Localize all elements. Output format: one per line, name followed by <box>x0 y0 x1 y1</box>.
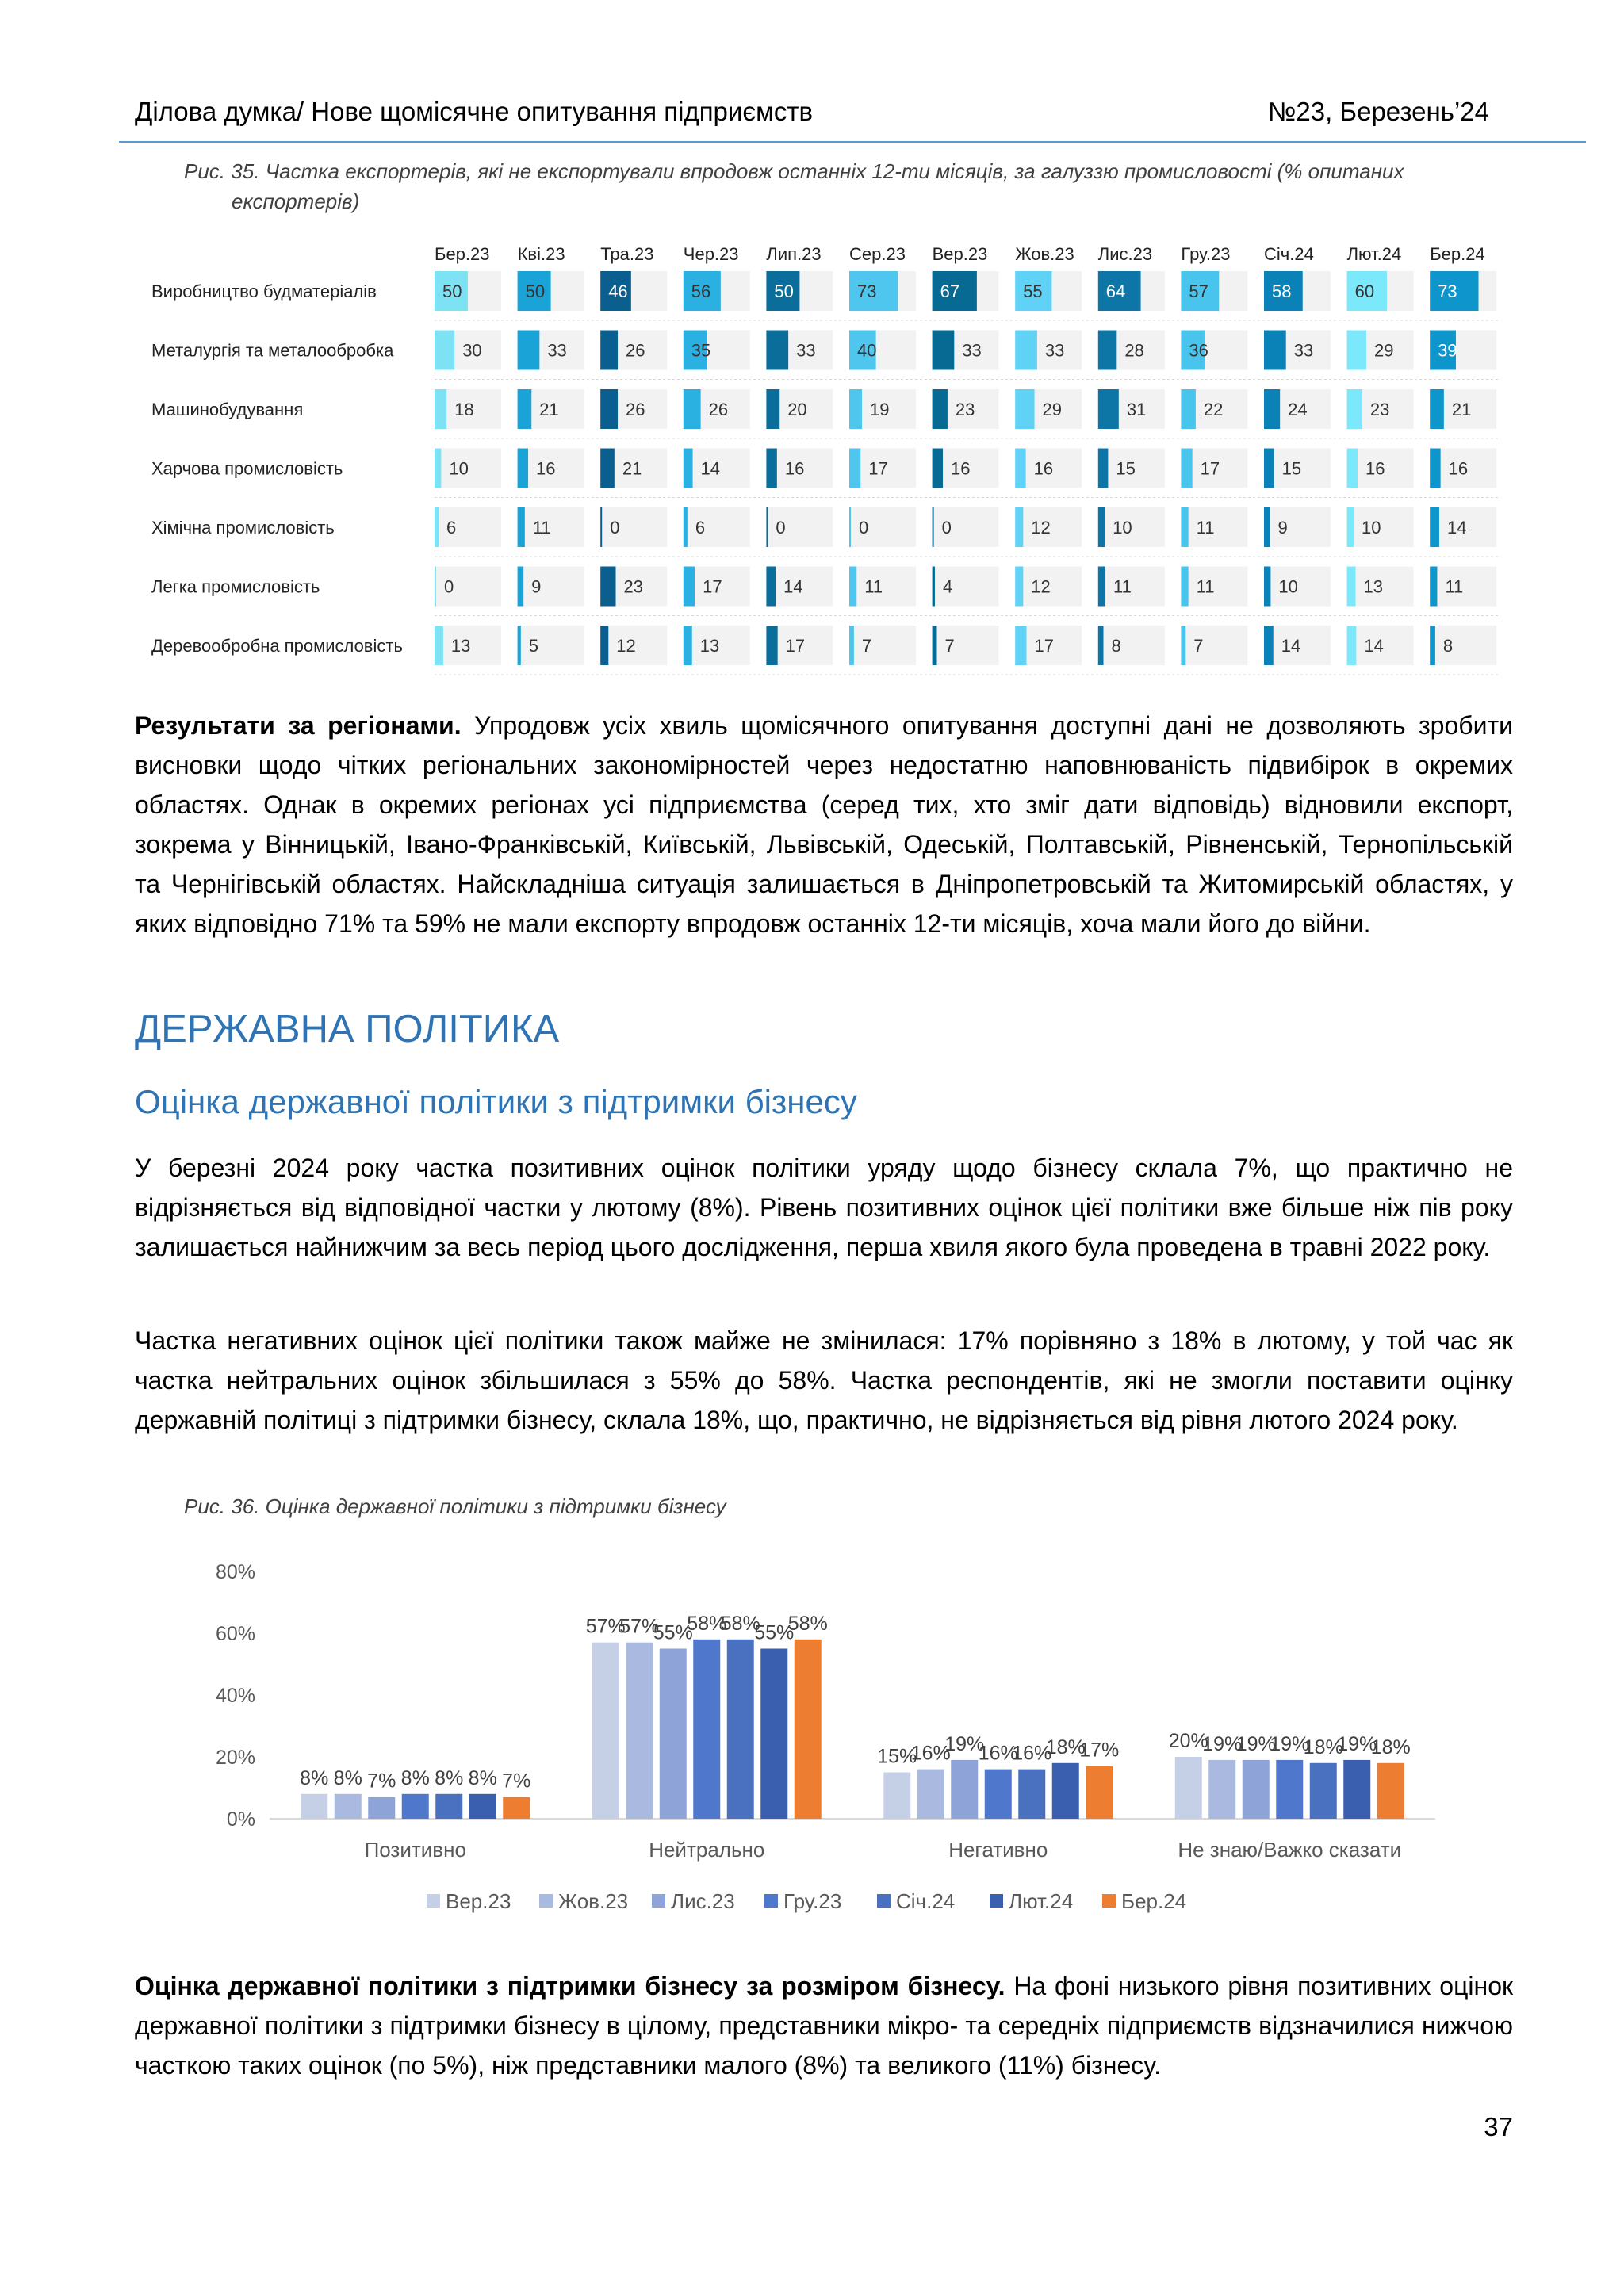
size-paragraph-lead: Оцінка державної політики з підтримки бізнесу за розміром бізнесу. <box>135 1972 1005 2000</box>
fig35-cell-value: 23 <box>623 576 644 597</box>
fig36-legend-swatch <box>652 1894 665 1908</box>
fig36-legend-label: Лют.24 <box>1009 1889 1074 1913</box>
fig35-cell-bar <box>1015 449 1025 488</box>
header-issue: №23, Березень’24 <box>1267 97 1489 126</box>
fig35-cell-value: 17 <box>785 636 806 656</box>
fig36-bar <box>951 1760 978 1819</box>
fig35-cell-value: 16 <box>784 458 805 479</box>
fig36-legend-swatch <box>539 1894 553 1908</box>
fig35-cell-bar <box>600 507 602 547</box>
fig36-data-label: 7% <box>502 1770 531 1793</box>
fig35-cell-value: 24 <box>1288 400 1308 419</box>
fig36-data-label: 57% <box>619 1615 660 1638</box>
fig35-cell-bg <box>1264 507 1331 547</box>
fig36-bar <box>917 1770 944 1819</box>
fig36-data-label: 8% <box>300 1766 329 1789</box>
fig36-category-label: Нейтрально <box>649 1838 765 1862</box>
fig36-bar <box>760 1649 787 1820</box>
fig35-cell-value: 9 <box>531 576 542 597</box>
fig36-legend-label: Жов.23 <box>558 1889 629 1913</box>
figure36-caption: Рис. 36. Оцінка державної політики з підтримки бізнесу <box>184 1494 726 1518</box>
fig35-cell-value: 55 <box>1023 281 1043 301</box>
fig35-cell-value: 13 <box>450 636 471 656</box>
fig35-cell-value: 7 <box>1193 636 1204 656</box>
fig35-cell-value: 13 <box>1363 576 1384 597</box>
fig35-cell-value: 0 <box>859 518 869 538</box>
fig35-col-header: Гру.23 <box>1181 244 1231 264</box>
fig35-cell-value: 33 <box>1293 340 1314 361</box>
header-divider <box>119 141 1586 143</box>
fig35-cell-bar <box>1430 507 1439 547</box>
fig36-data-label: 18% <box>1303 1735 1343 1758</box>
fig35-cell-value: 7 <box>861 636 872 656</box>
fig36-bar <box>1377 1763 1404 1819</box>
fig36-bar <box>1243 1760 1270 1819</box>
fig35-cell-bar <box>1347 331 1366 370</box>
fig35-cell-bar <box>933 507 934 547</box>
fig35-col-header: Вер.23 <box>932 244 988 264</box>
fig35-cell-bar <box>1430 626 1435 665</box>
fig35-cell-bar <box>518 626 521 665</box>
fig36-legend-label: Лис.23 <box>671 1889 735 1913</box>
fig35-row-label: Металургія та металообробка <box>151 340 394 361</box>
fig35-cell-value: 30 <box>462 340 482 361</box>
fig36-data-label: 19% <box>944 1732 985 1755</box>
fig35-cell-bar <box>600 567 615 607</box>
figure35-heatbar-table <box>0 230 1624 682</box>
fig35-cell-value: 64 <box>1105 281 1126 301</box>
fig36-data-label: 8% <box>435 1766 464 1789</box>
fig35-cell-value: 57 <box>1189 281 1208 301</box>
regions-paragraph <box>135 706 1513 943</box>
fig35-cell-value: 12 <box>1031 518 1051 538</box>
fig36-data-label: 8% <box>468 1766 497 1789</box>
size-paragraph-text: На фоні низького рівня позитивних оцінок державної політики з підтримки бізнесу в цілому, представники мікро- та середніх підприємств відзначилися нижчою часткою таких оцінок (по 5%), ніж представники малого (8%) та великого (11%) бізнесу. <box>135 1972 1514 2080</box>
fig35-cell-bar <box>684 567 695 607</box>
fig35-cell-value: 17 <box>1034 636 1054 656</box>
fig35-col-header: Тра.23 <box>600 244 654 264</box>
fig35-cell-value: 26 <box>708 400 729 419</box>
fig35-cell-bar <box>849 507 851 547</box>
fig35-cell-value: 73 <box>857 281 877 301</box>
fig36-ytick-label: 80% <box>215 1561 255 1583</box>
fig36-data-label: 20% <box>1168 1730 1208 1752</box>
fig36-data-label: 19% <box>1235 1732 1276 1755</box>
fig36-bar <box>503 1797 530 1819</box>
fig36-legend-label: Січ.24 <box>896 1889 956 1913</box>
fig35-cell-bar <box>849 389 862 429</box>
fig35-cell-bar <box>435 507 439 547</box>
fig35-cell-bar <box>435 449 441 488</box>
fig36-data-label: 55% <box>653 1621 693 1644</box>
fig36-data-label: 7% <box>367 1770 396 1793</box>
fig35-col-header: Бер.23 <box>435 244 490 264</box>
fig35-cell-value: 15 <box>1281 458 1302 479</box>
fig35-cell-bar <box>933 331 955 370</box>
fig36-bar <box>1208 1760 1235 1819</box>
fig35-cell-value: 16 <box>536 458 556 479</box>
fig35-cell-value: 11 <box>532 518 551 538</box>
fig35-col-header: Жов.23 <box>1015 244 1074 264</box>
fig36-bar <box>335 1794 362 1819</box>
fig36-bar <box>1343 1760 1370 1819</box>
fig36-data-label: 16% <box>910 1742 951 1765</box>
fig36-bar <box>660 1649 687 1820</box>
fig35-cell-bar <box>600 331 618 370</box>
fig35-cell-value: 35 <box>691 340 711 361</box>
fig35-cell-value: 60 <box>1354 281 1375 301</box>
fig36-ytick-label: 40% <box>215 1685 255 1707</box>
fig35-cell-bar <box>518 567 524 607</box>
fig36-bar <box>1310 1763 1337 1819</box>
fig35-cell-value: 13 <box>699 636 720 656</box>
fig35-cell-bar <box>1181 567 1188 607</box>
fig35-cell-value: 11 <box>864 576 883 597</box>
fig35-cell-value: 33 <box>1044 340 1065 361</box>
fig35-col-header: Кві.23 <box>517 244 565 264</box>
fig35-col-header: Лис.23 <box>1097 244 1153 264</box>
fig35-cell-value: 26 <box>626 340 645 361</box>
page-number: 37 <box>1484 2112 1513 2141</box>
fig35-cell-value: 12 <box>1031 576 1051 597</box>
fig35-cell-value: 36 <box>1189 340 1208 361</box>
fig36-data-label: 19% <box>1270 1732 1310 1755</box>
fig35-cell-bar <box>1264 449 1274 488</box>
fig36-bar <box>402 1794 429 1819</box>
fig35-cell-value: 20 <box>787 400 807 419</box>
fig36-data-label: 16% <box>978 1742 1018 1765</box>
fig36-bar <box>1018 1770 1045 1819</box>
fig36-data-label: 58% <box>687 1612 727 1635</box>
fig36-legend-swatch <box>990 1894 1003 1908</box>
fig35-row-label: Легка промисловість <box>151 576 320 597</box>
fig35-row-label: Виробництво будматеріалів <box>151 281 377 301</box>
fig36-data-label: 17% <box>1079 1739 1120 1762</box>
fig35-cell-bar <box>1347 626 1357 665</box>
fig36-category-label: Негативно <box>948 1838 1048 1862</box>
fig36-data-label: 8% <box>400 1766 430 1789</box>
fig35-cell-value: 50 <box>774 281 794 301</box>
fig35-cell-bar <box>849 626 854 665</box>
figure36-bar-chart <box>0 1554 1624 1927</box>
fig35-cell-value: 17 <box>868 458 888 479</box>
fig35-cell-value: 8 <box>1111 636 1121 656</box>
fig35-cell-value: 46 <box>608 281 628 301</box>
fig35-cell-bar <box>684 507 688 547</box>
fig36-data-label: 55% <box>754 1621 795 1644</box>
fig35-cell-bar <box>518 449 528 488</box>
fig36-legend-label: Бер.24 <box>1121 1889 1187 1913</box>
section-title: ДЕРЖАВНА ПОЛІТИКА <box>135 1008 560 1050</box>
fig35-cell-bg <box>849 626 916 665</box>
fig35-cell-bar <box>1098 449 1109 488</box>
fig35-cell-bg <box>1098 626 1165 665</box>
fig36-legend-swatch <box>427 1894 440 1908</box>
fig35-cell-bg <box>518 567 584 607</box>
fig35-cell-bar <box>1347 567 1356 607</box>
fig35-col-header: Січ.24 <box>1264 244 1314 264</box>
regions-paragraph-text: Упродовж усіх хвиль щомісячного опитування доступні дані не дозволяють зробити висновки щодо чітких регіональних закономірностей через недостатню наповнюваність підвибірок в окремих областях. Однак в окремих регіонах усі підприємства (серед тих, хто зміг дати відповідь) відновили експорт, зокрема у Вінницькій, Івано-Франківській, Київській, Львівській, Одеській, Полтавській, Рівненській, Тернопільській та Чернігівській областях. Найскладніша ситуація залишається в Дніпропетровській та Житомирській областях, у яких відповідно 71% та 59% не мали експорту впродовж останніх 12-ти місяців, хоча мали його до війни. <box>135 711 1514 938</box>
header-title: Ділова думка/ Нове щомісячне опитування підприємств <box>135 97 814 126</box>
fig35-cell-bar <box>1015 626 1026 665</box>
fig35-cell-bar <box>684 449 693 488</box>
fig35-cell-value: 5 <box>528 636 539 656</box>
fig35-cell-value: 23 <box>1369 400 1390 419</box>
fig35-cell-bar <box>435 389 446 429</box>
fig35-cell-value: 7 <box>944 636 955 656</box>
fig35-cell-bar <box>518 389 532 429</box>
fig35-cell-bar <box>1430 449 1440 488</box>
fig35-cell-value: 14 <box>700 458 721 479</box>
fig35-cell-bg <box>684 507 750 547</box>
fig35-cell-bar <box>1347 507 1354 547</box>
fig36-data-label: 16% <box>1012 1742 1052 1765</box>
size-paragraph <box>135 1966 1513 2085</box>
regions-paragraph-lead: Результати за регіонами. <box>135 711 462 740</box>
fig35-cell-bar <box>1264 567 1270 607</box>
fig35-cell-bar <box>933 567 935 607</box>
fig35-cell-bg <box>1181 626 1247 665</box>
fig35-cell-bar <box>1264 626 1274 665</box>
fig36-data-label: 19% <box>1337 1732 1377 1755</box>
fig35-cell-bar <box>766 389 779 429</box>
fig36-data-label: 58% <box>720 1612 760 1635</box>
fig36-bar <box>368 1797 395 1819</box>
fig35-cell-value: 12 <box>616 636 636 656</box>
fig35-cell-value: 10 <box>1278 576 1298 597</box>
fig36-legend-swatch <box>1102 1894 1116 1908</box>
fig35-cell-value: 11 <box>1196 518 1215 538</box>
fig35-cell-value: 6 <box>695 518 706 538</box>
fig35-cell-bar <box>1015 331 1037 370</box>
fig35-cell-value: 16 <box>951 458 971 479</box>
fig36-bar <box>883 1773 910 1820</box>
fig35-cell-value: 21 <box>1451 400 1472 419</box>
fig35-cell-bar <box>1098 626 1104 665</box>
fig36-ytick-label: 60% <box>215 1623 255 1645</box>
fig35-cell-bar <box>1181 389 1195 429</box>
fig36-bar <box>592 1643 619 1819</box>
page-header <box>135 97 1489 136</box>
fig35-cell-value: 50 <box>442 281 462 301</box>
fig35-cell-bar <box>766 567 776 607</box>
fig35-cell-value: 14 <box>1281 636 1301 656</box>
subsection-title: Оцінка державної політики з підтримки бізнесу <box>135 1083 857 1120</box>
fig36-data-label: 8% <box>333 1766 362 1789</box>
fig35-cell-bar <box>600 449 615 488</box>
fig35-cell-value: 0 <box>941 518 952 538</box>
fig35-cell-bar <box>1181 449 1192 488</box>
fig36-data-label: 57% <box>585 1615 626 1638</box>
fig36-category-label: Не знаю/Важко сказати <box>1178 1838 1402 1862</box>
fig35-cell-value: 0 <box>444 576 454 597</box>
fig35-row-label: Машинобудування <box>151 400 304 419</box>
fig35-cell-value: 18 <box>454 400 474 419</box>
fig36-category-label: Позитивно <box>364 1838 466 1862</box>
fig35-cell-value: 0 <box>776 518 786 538</box>
fig35-cell-bar <box>849 567 856 607</box>
fig35-row-label: Деревообробна промисловість <box>151 636 403 656</box>
fig36-legend-swatch <box>877 1894 891 1908</box>
fig35-cell-value: 50 <box>525 281 546 301</box>
fig36-bar <box>1175 1757 1202 1819</box>
fig35-cell-value: 58 <box>1272 281 1292 301</box>
fig35-cell-bg <box>435 507 501 547</box>
fig35-cell-value: 14 <box>1446 518 1467 538</box>
fig35-cell-value: 17 <box>703 576 722 597</box>
fig35-cell-bar <box>1264 507 1270 547</box>
fig35-cell-value: 40 <box>857 340 877 361</box>
fig35-cell-bar <box>518 507 525 547</box>
fig35-cell-bar <box>933 449 943 488</box>
fig36-bar <box>1276 1760 1303 1819</box>
fig36-data-label: 15% <box>877 1745 917 1768</box>
fig35-cell-bar <box>766 626 777 665</box>
fig35-cell-value: 19 <box>869 400 890 419</box>
fig35-cell-bar <box>1347 449 1358 488</box>
fig36-ytick-label: 20% <box>215 1747 255 1769</box>
fig35-cell-value: 31 <box>1126 400 1147 419</box>
fig35-cell-bar <box>1264 331 1286 370</box>
figure35-caption-line2: експортерів) <box>232 189 360 213</box>
fig35-cell-bar <box>1181 626 1185 665</box>
fig35-cell-bar <box>1098 389 1119 429</box>
fig35-cell-value: 15 <box>1116 458 1136 479</box>
fig36-data-label: 58% <box>787 1612 828 1635</box>
fig35-cell-value: 26 <box>626 400 645 419</box>
fig36-bar <box>435 1794 462 1819</box>
fig35-cell-value: 4 <box>942 576 953 597</box>
fig35-cell-bar <box>435 567 436 607</box>
fig35-cell-value: 17 <box>1200 458 1220 479</box>
policy-paragraph-2: Частка негативних оцінок цієї політики також майже не змінилася: 17% порівняно з 18% в лютому, у той час як частка нейтральних оцінок збільшилася з 55% до 58%. Частка респондентів, які не змогли поставити оцінку державній політиці з підтримки бізнесу, склала 18%, що, практично, не відрізняється від рівня лютого 2024 року. <box>135 1326 1513 1434</box>
fig35-cell-bar <box>600 389 618 429</box>
fig36-data-label: 18% <box>1370 1735 1411 1758</box>
fig36-ytick-label: 0% <box>226 1808 255 1831</box>
fig35-cell-value: 67 <box>940 281 960 301</box>
fig35-cell-bar <box>684 626 692 665</box>
fig35-cell-value: 10 <box>1113 518 1132 538</box>
fig35-cell-value: 9 <box>1277 518 1288 538</box>
fig35-cell-bar <box>849 449 860 488</box>
fig35-cell-bar <box>766 331 788 370</box>
fig35-cell-value: 39 <box>1438 340 1457 361</box>
fig35-row-label: Харчова промисловість <box>151 458 343 479</box>
fig35-col-header: Лип.23 <box>766 244 822 264</box>
fig36-data-label: 19% <box>1202 1732 1243 1755</box>
fig36-bar <box>626 1643 653 1819</box>
fig36-data-label: 18% <box>1045 1735 1086 1758</box>
fig35-cell-value: 29 <box>1373 340 1394 361</box>
fig35-cell-value: 73 <box>1438 281 1457 301</box>
fig35-cell-bar <box>1264 389 1280 429</box>
fig35-cell-value: 14 <box>783 576 803 597</box>
fig35-cell-bar <box>1098 507 1105 547</box>
fig35-cell-bar <box>933 389 948 429</box>
fig35-row-label: Хімічна промисловість <box>151 518 335 538</box>
fig35-cell-value: 11 <box>1196 576 1215 597</box>
fig35-col-header: Сер.23 <box>849 244 906 264</box>
fig35-cell-bar <box>766 449 776 488</box>
fig35-cell-value: 56 <box>691 281 711 301</box>
fig36-bar <box>985 1770 1012 1819</box>
fig35-cell-value: 33 <box>547 340 567 361</box>
policy-paragraph-1: У березні 2024 року частка позитивних оцінок політики уряду щодо бізнесу склала 7%, що практично не відрізняється від відповідної частки у лютому (8%). Рівень позитивних оцінок цієї політики вже більше ніж пів року залишається найнижчим за весь період цього дослідження, перша хвиля якого була проведена в травні 2022 року. <box>135 1154 1513 1261</box>
fig35-cell-bg <box>933 626 999 665</box>
fig35-cell-bar <box>1015 389 1034 429</box>
fig35-col-header: Лют.24 <box>1346 244 1402 264</box>
fig35-col-header: Бер.24 <box>1430 244 1485 264</box>
fig35-cell-value: 16 <box>1365 458 1385 479</box>
fig35-cell-bar <box>1181 507 1188 547</box>
fig35-cell-value: 21 <box>622 458 642 479</box>
fig36-bar <box>727 1640 754 1819</box>
fig35-cell-bar <box>435 626 443 665</box>
fig35-cell-value: 14 <box>1364 636 1384 656</box>
fig35-cell-bar <box>933 626 937 665</box>
fig35-cell-value: 8 <box>1442 636 1454 656</box>
figure35-caption-line1: Рис. 35. Частка експортерів, які не експортували впродовж останніх 12-ти місяців, за галуззю промисловості (% опитаних <box>184 159 1404 183</box>
fig35-cell-value: 10 <box>1362 518 1381 538</box>
fig36-bar <box>1086 1766 1113 1819</box>
fig35-cell-value: 33 <box>796 340 816 361</box>
fig35-cell-value: 29 <box>1042 400 1063 419</box>
fig35-cell-value: 16 <box>1448 458 1469 479</box>
fig35-cell-bar <box>1430 567 1437 607</box>
fig35-cell-bar <box>1015 567 1023 607</box>
fig35-cell-bar <box>684 389 701 429</box>
fig36-legend-label: Вер.23 <box>446 1889 511 1913</box>
fig36-bar <box>469 1794 496 1819</box>
fig35-cell-value: 28 <box>1124 340 1144 361</box>
fig36-bar <box>301 1794 327 1819</box>
fig35-cell-value: 23 <box>955 400 975 419</box>
fig35-cell-value: 33 <box>962 340 982 361</box>
fig35-cell-bg <box>518 626 584 665</box>
fig35-cell-bar <box>1098 331 1117 370</box>
fig36-bar <box>1052 1763 1079 1819</box>
fig35-cell-value: 16 <box>1033 458 1054 479</box>
fig35-cell-bar <box>1430 389 1444 429</box>
fig35-cell-bar <box>600 626 608 665</box>
fig35-cell-bg <box>1430 626 1496 665</box>
fig35-cell-value: 6 <box>446 518 457 538</box>
fig36-bar <box>693 1640 720 1819</box>
fig36-legend-label: Гру.23 <box>783 1889 842 1913</box>
fig35-cell-bar <box>766 507 768 547</box>
fig35-col-header: Чер.23 <box>683 244 739 264</box>
fig35-cell-bar <box>1015 507 1023 547</box>
fig35-cell-bar <box>518 331 540 370</box>
fig35-cell-value: 10 <box>449 458 469 479</box>
fig35-cell-value: 0 <box>610 518 620 538</box>
fig35-cell-value: 21 <box>539 400 559 419</box>
fig35-cell-value: 22 <box>1203 400 1224 419</box>
fig35-cell-value: 11 <box>1113 576 1132 597</box>
fig35-cell-bar <box>435 331 454 370</box>
fig35-cell-bar <box>1347 389 1362 429</box>
fig35-cell-bar <box>1098 567 1105 607</box>
fig35-cell-value: 11 <box>1445 576 1464 597</box>
fig36-legend-swatch <box>764 1894 778 1908</box>
fig36-bar <box>795 1640 822 1819</box>
